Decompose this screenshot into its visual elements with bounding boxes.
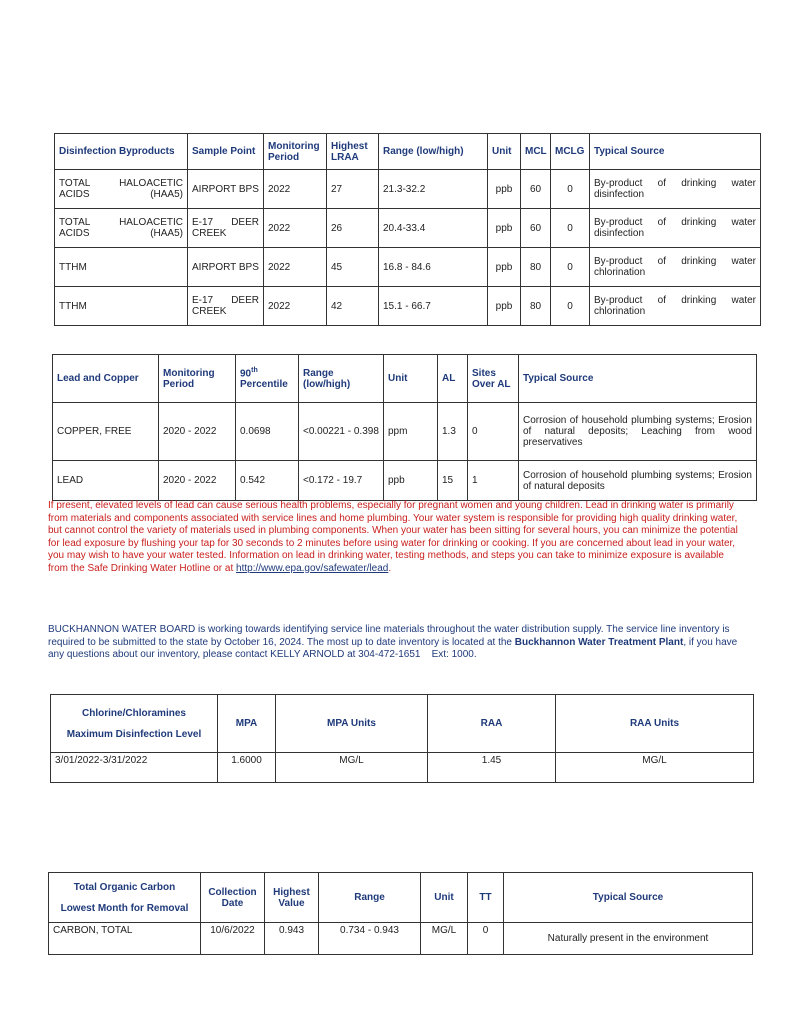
toc-header-line1: Total Organic Carbon bbox=[73, 881, 176, 893]
table-cell: 0 bbox=[551, 209, 590, 248]
plant-name: Buckhannon Water Treatment Plant bbox=[514, 636, 684, 648]
table-cell: ppm bbox=[384, 403, 438, 461]
toc-header: TT bbox=[468, 873, 504, 923]
table-cell: 0.734 - 0.943 bbox=[319, 923, 421, 955]
table-row bbox=[51, 753, 754, 783]
chlorine-header-line1: Chlorine/Chloramines bbox=[82, 707, 186, 719]
table-cell: 1.6000 bbox=[218, 753, 276, 783]
toc-header: Collection Date bbox=[201, 873, 265, 923]
table-cell: 60 bbox=[521, 170, 551, 209]
table-cell: <0.172 - 19.7 bbox=[299, 461, 384, 501]
table-cell: E-17 DEER CREEK bbox=[188, 287, 264, 326]
toc-header-name bbox=[49, 873, 201, 923]
lead-header: Range (low/high) bbox=[299, 355, 384, 403]
toc-header: Typical Source bbox=[504, 873, 753, 923]
table-cell: 2022 bbox=[264, 209, 327, 248]
table-cell: MG/L bbox=[556, 753, 754, 783]
lead-copper-table bbox=[52, 354, 757, 501]
toc-header-line2: Lowest Month for Removal bbox=[60, 902, 189, 914]
table-row bbox=[53, 461, 757, 501]
table-cell: 60 bbox=[521, 209, 551, 248]
table-cell: 1.3 bbox=[438, 403, 468, 461]
chlorine-header-line2: Maximum Disinfection Level bbox=[66, 728, 202, 740]
table-cell: 0.0698 bbox=[236, 403, 299, 461]
table-cell: ppb bbox=[488, 170, 521, 209]
table-cell: E-17 DEER CREEK bbox=[188, 209, 264, 248]
toc-header-row bbox=[49, 873, 753, 923]
table-cell: 80 bbox=[521, 248, 551, 287]
table-cell: MG/L bbox=[276, 753, 428, 783]
chlorine-header-name bbox=[51, 695, 218, 753]
table-cell: 26 bbox=[327, 209, 379, 248]
toc-header: Highest Value bbox=[265, 873, 319, 923]
table-cell: Corrosion of household plumbing systems; Erosion of natural deposits; Leaching from wood preservatives bbox=[519, 403, 757, 461]
dbp-header: MCL bbox=[521, 134, 551, 170]
lead-notice-end: . bbox=[388, 562, 392, 574]
table-cell: LEAD bbox=[53, 461, 159, 501]
table-cell: 0 bbox=[551, 170, 590, 209]
table-cell: 0.542 bbox=[236, 461, 299, 501]
table-row bbox=[55, 170, 761, 209]
dbp-header: Sample Point bbox=[188, 134, 264, 170]
epa-link[interactable]: http://www.epa.gov/safewater/lead bbox=[236, 562, 389, 574]
table-cell: 1.45 bbox=[428, 753, 556, 783]
table-cell: TOTAL HALOACETIC ACIDS (HAA5) bbox=[55, 209, 188, 248]
dbp-header: Disinfection Byproducts bbox=[55, 134, 188, 170]
lead-notice-text: If present, elevated levels of lead can cause serious health problems, especially for pregnant women and young children. Lead in drinking water is primarily from materials and components associated with service lines and home plumbing. Your water system is responsible for providing high quality drinking water, but cannot control the variety of materials used in plumbing components. When your water has been sitting for several hours, you can minimize the potential for lead exposure by flushing your tap for 30 seconds to 2 minutes before using water for drinking or cooking. If you are concerned about lead in your water, you may wish to have your water tested. Information on lead in drinking water, testing methods, and steps you can take to minimize exposure is available from the Safe Drinking Water Hotline or at bbox=[48, 500, 738, 574]
table-cell: 2022 bbox=[264, 248, 327, 287]
table-row bbox=[55, 287, 761, 326]
table-cell: 0 bbox=[551, 248, 590, 287]
table-cell: 0 bbox=[468, 403, 519, 461]
dbp-header: Monitoring Period bbox=[264, 134, 327, 170]
dbp-table bbox=[54, 133, 761, 326]
dbp-header-row bbox=[55, 134, 761, 170]
chlorine-header: MPA Units bbox=[276, 695, 428, 753]
table-cell: 2020 - 2022 bbox=[159, 403, 236, 461]
table-cell: 16.8 - 84.6 bbox=[379, 248, 488, 287]
table-cell: By-product of drinking water disinfection bbox=[590, 209, 761, 248]
dbp-header: Typical Source bbox=[590, 134, 761, 170]
table-cell: 0.943 bbox=[265, 923, 319, 955]
table-cell: CARBON, TOTAL bbox=[49, 923, 201, 955]
table-row bbox=[55, 248, 761, 287]
table-cell: TTHM bbox=[55, 248, 188, 287]
table-cell: COPPER, FREE bbox=[53, 403, 159, 461]
table-cell: 2020 - 2022 bbox=[159, 461, 236, 501]
table-cell: By-product of drinking water chlorination bbox=[590, 287, 761, 326]
lead-notice bbox=[48, 500, 742, 575]
lead-header-percentile: 90th Percentile bbox=[236, 355, 299, 403]
inventory-text: BUCKHANNON WATER BOARD is working towards identifying service line materials throughout the water distribution supply. The service line inventory is required to be submitted to the state by October 16, 2024. The most up to date inventory is located at the bbox=[48, 624, 730, 648]
table-cell: 45 bbox=[327, 248, 379, 287]
chlorine-table bbox=[50, 694, 754, 783]
table-cell: MG/L bbox=[421, 923, 468, 955]
chlorine-header: RAA Units bbox=[556, 695, 754, 753]
table-cell: AIRPORT BPS bbox=[188, 248, 264, 287]
table-cell: 15.1 - 66.7 bbox=[379, 287, 488, 326]
chlorine-header: RAA bbox=[428, 695, 556, 753]
dbp-header: Highest LRAA bbox=[327, 134, 379, 170]
toc-header: Unit bbox=[421, 873, 468, 923]
chlorine-header-row bbox=[51, 695, 754, 753]
table-cell: ppb bbox=[488, 209, 521, 248]
lead-header: Sites Over AL bbox=[468, 355, 519, 403]
table-cell: By-product of drinking water disinfection bbox=[590, 170, 761, 209]
lead-header: AL bbox=[438, 355, 468, 403]
lead-header: Typical Source bbox=[519, 355, 757, 403]
table-row bbox=[49, 923, 753, 955]
dbp-header: MCLG bbox=[551, 134, 590, 170]
table-cell: By-product of drinking water chlorination bbox=[590, 248, 761, 287]
toc-header: Range bbox=[319, 873, 421, 923]
table-cell: 0 bbox=[551, 287, 590, 326]
inventory-text-end: , if you have any questions about our inventory, please contact KELLY ARNOLD at 304-472-1651 Ext: 1000. bbox=[48, 636, 741, 660]
table-cell: TOTAL HALOACETIC ACIDS (HAA5) bbox=[55, 170, 188, 209]
table-cell: 10/6/2022 bbox=[201, 923, 265, 955]
inventory-notice bbox=[48, 624, 741, 662]
table-cell: Corrosion of household plumbing systems; Erosion of natural deposits bbox=[519, 461, 757, 501]
table-cell: <0.00221 - 0.398 bbox=[299, 403, 384, 461]
lead-header: Lead and Copper bbox=[53, 355, 159, 403]
table-cell: 2022 bbox=[264, 287, 327, 326]
table-cell: 27 bbox=[327, 170, 379, 209]
lead-header: Unit bbox=[384, 355, 438, 403]
table-cell: TTHM bbox=[55, 287, 188, 326]
table-cell: 21.3-32.2 bbox=[379, 170, 488, 209]
table-cell: Naturally present in the environment bbox=[504, 923, 753, 955]
table-cell: 15 bbox=[438, 461, 468, 501]
dbp-header: Range (low/high) bbox=[379, 134, 488, 170]
toc-table bbox=[48, 872, 753, 955]
table-cell: 1 bbox=[468, 461, 519, 501]
table-row bbox=[55, 209, 761, 248]
table-cell: ppb bbox=[384, 461, 438, 501]
table-cell: 20.4-33.4 bbox=[379, 209, 488, 248]
table-cell: ppb bbox=[488, 248, 521, 287]
table-cell: 2022 bbox=[264, 170, 327, 209]
table-cell: ppb bbox=[488, 287, 521, 326]
dbp-header: Unit bbox=[488, 134, 521, 170]
chlorine-header: MPA bbox=[218, 695, 276, 753]
table-cell: 80 bbox=[521, 287, 551, 326]
table-cell: 3/01/2022-3/31/2022 bbox=[51, 753, 218, 783]
table-row bbox=[53, 403, 757, 461]
table-cell: 0 bbox=[468, 923, 504, 955]
lead-header: Monitoring Period bbox=[159, 355, 236, 403]
table-cell: 42 bbox=[327, 287, 379, 326]
table-cell: AIRPORT BPS bbox=[188, 170, 264, 209]
lead-header-row bbox=[53, 355, 757, 403]
